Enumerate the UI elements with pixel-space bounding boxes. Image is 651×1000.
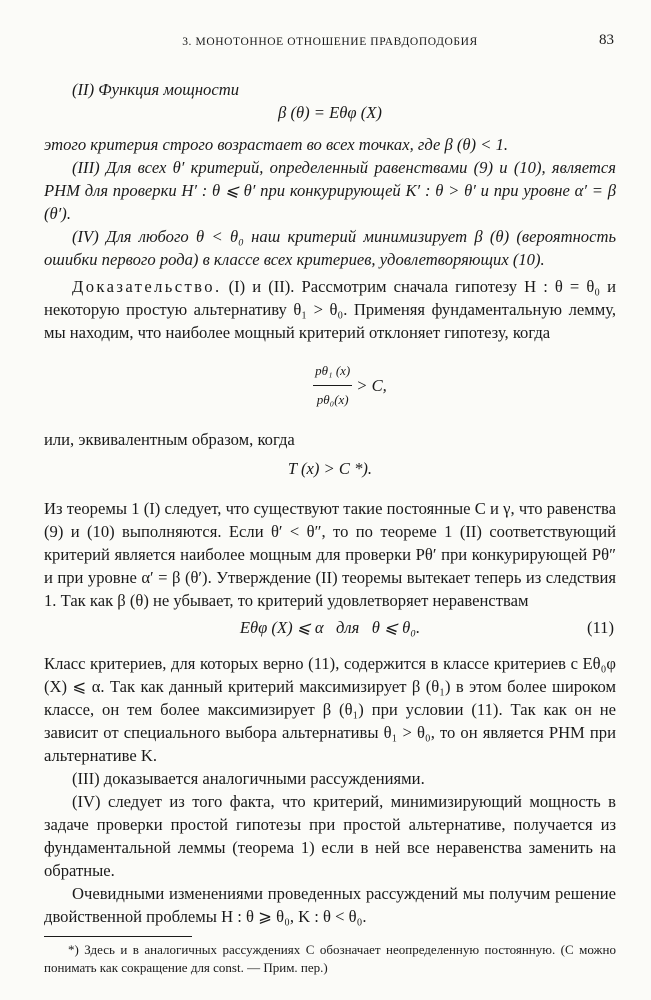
chapter-title: 3. МОНОТОННОЕ ОТНОШЕНИЕ ПРАВДОПОДОБИЯ [182, 36, 478, 48]
final-paragraph: Очевидными изменениями проведенных рассуждений мы получим решение двойственной проблемы H : θ ⩾ θ₀, K : θ < θ₀. [44, 884, 616, 926]
statistic-formula: T (x) > C *). [287, 459, 373, 478]
likelihood-ratio-formula [44, 358, 616, 412]
book-page [44, 30, 616, 977]
class-paragraph: Класс критериев, для которых верно (11), содержится в классе критериев с Eθ₀φ (X) ⩽ α. Так как данный критерий максимизирует β (θ₁) в этом более широком классе, он тем более максимизирует β (θ₁) при условии (11). Так как он не зависит от специального выбора альтернативы θ₁ > θ₀, то он является РНМ при альтернативе K. [44, 654, 616, 765]
item-ii-title: (II) Функция мощности [72, 80, 239, 99]
power-function-formula: β (θ) = Eθφ (X) [278, 103, 382, 122]
item-iii: (III) Для всех θ′ критерий, определенный равенствами (9) и (10), является РНМ для проверки H′ : θ ⩽ θ′ при конкурирующей K′ : θ > θ′ и при уровне α′ = β (θ′). [44, 158, 616, 223]
footnote-divider [44, 936, 192, 937]
ratio-inequality: > C, [356, 375, 387, 395]
item-iii-proof: (III) доказывается аналогичными рассуждениями. [72, 769, 425, 788]
page-number: 83 [599, 32, 614, 48]
equation-11-text: Eθφ (X) ⩽ α для θ ⩽ θ₀. [239, 618, 421, 637]
proof-heading: Доказательство. [72, 277, 222, 296]
running-header [44, 30, 616, 56]
ratio-denominator: pθ₀(x) [316, 392, 349, 407]
proof-paragraph [44, 275, 616, 344]
theorem-paragraph: Из теоремы 1 (I) следует, что существуют такие постоянные C и γ, что равенства (9) и (10) выполняются. Если θ′ < θ″, то по теореме 1 (II) соответствующий критерий является наиболее мощным для проверки Pθ′ при конкурирующей Pθ″ и при уровне α′ = β (θ′). Утверждение (II) теоремы вытекает теперь из следствия 1. Так как β (θ) не убывает, то критерий удовлетворяет неравенствам [44, 499, 616, 610]
item-iv: (IV) Для любого θ < θ₀ наш критерий минимизирует β (θ) (вероятность ошибки первого рода) в классе всех критериев, удовлетворяющих (10). [44, 227, 616, 269]
item-iv-proof: (IV) следует из того факта, что критерий, минимизирующий мощность в задаче проверки простой гипотезы при простой альтернативе, получается из фундаментальной леммы (теорема 1) если в ней все неравенства заменить на обратные. [44, 792, 616, 880]
ratio-numerator: pθ₁ (x) [313, 359, 352, 386]
proof-text: (I) и (II). Рассмотрим сначала гипотезу H : θ = θ₀ и некоторую простую альтернативу θ₁ > θ₀. Применяя фундаментальную лемму, мы находим, что наиболее мощный критерий отклоняет гипотезу, когда [44, 277, 616, 342]
item-ii-rest: этого критерия строго возрастает во всех точках, где β (θ) < 1. [44, 135, 509, 154]
equation-11-number: (11) [586, 618, 614, 637]
equivalent-text: или, эквивалентным образом, когда [44, 430, 295, 449]
footnote: *) Здесь и в аналогичных рассуждениях C обозначает неопределенную постоянную. (C можно понимать как сокращение для const. — Прим. пер.) [44, 942, 616, 975]
equation-11 [44, 616, 616, 640]
